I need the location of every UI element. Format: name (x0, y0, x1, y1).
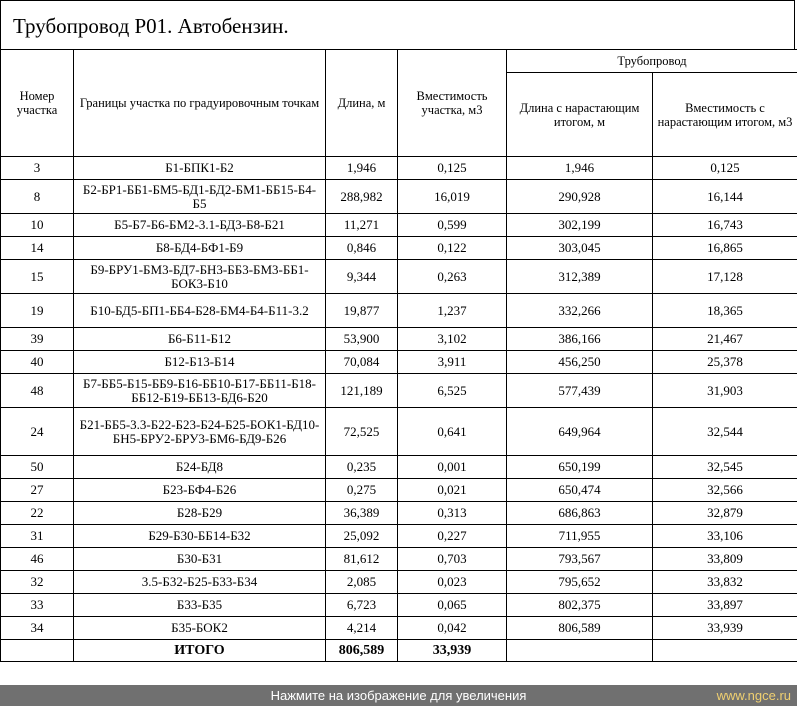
cell-bounds: Б8-БД4-БФ1-Б9 (74, 237, 326, 260)
cell-cum-length: 332,266 (507, 294, 653, 328)
cell-cum-length: 711,955 (507, 525, 653, 548)
header-bounds: Границы участка по градуировочным точкам (74, 50, 326, 157)
cell-num: 14 (1, 237, 74, 260)
cell-cum-capacity: 31,903 (653, 374, 797, 408)
cell-cum-length: 1,946 (507, 157, 653, 180)
total-length: 806,589 (326, 640, 398, 662)
table-row (1, 479, 797, 502)
cell-num: 22 (1, 502, 74, 525)
cell-bounds: Б33-Б35 (74, 594, 326, 617)
cell-cum-capacity: 32,544 (653, 408, 797, 456)
cell-bounds: Б7-ББ5-Б15-ББ9-Б16-ББ10-Б17-ББ11-Б18-ББ12-Б19-ББ13-БД6-Б20 (74, 374, 326, 408)
cell-capacity: 0,023 (398, 571, 507, 594)
site-link[interactable]: www.ngce.ru (716, 688, 791, 703)
cell-length: 1,946 (326, 157, 398, 180)
cell-length: 2,085 (326, 571, 398, 594)
table-row (1, 328, 797, 351)
total-capacity: 33,939 (398, 640, 507, 662)
cell-capacity: 0,641 (398, 408, 507, 456)
cell-cum-length: 303,045 (507, 237, 653, 260)
table-row (1, 294, 797, 328)
cell-bounds: Б35-БОК2 (74, 617, 326, 640)
cell-bounds: Б5-Б7-Б6-БМ2-3.1-БД3-Б8-Б21 (74, 214, 326, 237)
cell-bounds: Б23-БФ4-Б26 (74, 479, 326, 502)
table-row (1, 214, 797, 237)
cell-cum-capacity: 33,897 (653, 594, 797, 617)
header-cum-capacity: Вместимость с нарастающим итогом, м3 (653, 73, 797, 157)
header-pipeline: Трубопровод (507, 50, 797, 73)
cell-cum-length: 650,474 (507, 479, 653, 502)
cell-length: 4,214 (326, 617, 398, 640)
table-row (1, 180, 797, 214)
cell-num: 48 (1, 374, 74, 408)
cell-length: 19,877 (326, 294, 398, 328)
cell-length: 25,092 (326, 525, 398, 548)
table-row (1, 157, 797, 180)
cell-length: 9,344 (326, 260, 398, 294)
cell-num: 8 (1, 180, 74, 214)
cell-cum-capacity: 33,939 (653, 617, 797, 640)
total-empty (1, 640, 74, 662)
cell-num: 24 (1, 408, 74, 456)
table-row (1, 260, 797, 294)
cell-capacity: 16,019 (398, 180, 507, 214)
cell-cum-length: 302,199 (507, 214, 653, 237)
cell-cum-capacity: 16,865 (653, 237, 797, 260)
page-title: Трубопровод Р01. Автобензин. (0, 0, 795, 50)
enlarge-hint[interactable]: Нажмите на изображение для увеличения (270, 688, 527, 703)
cell-cum-capacity: 18,365 (653, 294, 797, 328)
table-row (1, 237, 797, 260)
cell-cum-capacity: 16,144 (653, 180, 797, 214)
table-row (1, 617, 797, 640)
cell-num: 27 (1, 479, 74, 502)
table-row (1, 525, 797, 548)
cell-length: 6,723 (326, 594, 398, 617)
footer-bar[interactable] (0, 685, 797, 706)
cell-bounds: Б1-БПК1-Б2 (74, 157, 326, 180)
header-length: Длина, м (326, 50, 398, 157)
cell-num: 33 (1, 594, 74, 617)
header-number: Номер участка (1, 50, 74, 157)
total-empty (507, 640, 653, 662)
total-label: ИТОГО (74, 640, 326, 662)
cell-capacity: 3,911 (398, 351, 507, 374)
table-row (1, 408, 797, 456)
cell-num: 32 (1, 571, 74, 594)
cell-cum-capacity: 25,378 (653, 351, 797, 374)
cell-capacity: 0,125 (398, 157, 507, 180)
cell-capacity: 0,122 (398, 237, 507, 260)
cell-bounds: Б9-БРУ1-БМ3-БД7-БН3-ББ3-БМ3-ББ1-БОК3-Б10 (74, 260, 326, 294)
cell-bounds: Б6-Б11-Б12 (74, 328, 326, 351)
cell-num: 39 (1, 328, 74, 351)
cell-num: 31 (1, 525, 74, 548)
cell-capacity: 0,001 (398, 456, 507, 479)
cell-capacity: 3,102 (398, 328, 507, 351)
cell-num: 15 (1, 260, 74, 294)
cell-capacity: 0,227 (398, 525, 507, 548)
cell-num: 40 (1, 351, 74, 374)
cell-num: 10 (1, 214, 74, 237)
cell-length: 72,525 (326, 408, 398, 456)
cell-cum-length: 806,589 (507, 617, 653, 640)
cell-num: 46 (1, 548, 74, 571)
cell-cum-length: 312,389 (507, 260, 653, 294)
cell-length: 36,389 (326, 502, 398, 525)
header-cum-length: Длина с нарастающим итогом, м (507, 73, 653, 157)
cell-length: 81,612 (326, 548, 398, 571)
cell-bounds: Б30-Б31 (74, 548, 326, 571)
cell-bounds: Б29-Б30-ББ14-Б32 (74, 525, 326, 548)
cell-bounds: 3.5-Б32-Б25-Б33-Б34 (74, 571, 326, 594)
cell-capacity: 0,021 (398, 479, 507, 502)
cell-num: 3 (1, 157, 74, 180)
table-row (1, 502, 797, 525)
cell-cum-length: 650,199 (507, 456, 653, 479)
cell-capacity: 0,042 (398, 617, 507, 640)
header-capacity: Вместимость участка, м3 (398, 50, 507, 157)
cell-length: 0,846 (326, 237, 398, 260)
total-row (1, 640, 797, 662)
cell-length: 0,275 (326, 479, 398, 502)
table-row (1, 456, 797, 479)
total-empty (653, 640, 797, 662)
cell-cum-capacity: 32,545 (653, 456, 797, 479)
cell-cum-capacity: 0,125 (653, 157, 797, 180)
table-row (1, 548, 797, 571)
cell-bounds: Б12-Б13-Б14 (74, 351, 326, 374)
cell-length: 288,982 (326, 180, 398, 214)
cell-bounds: Б10-БД5-БП1-ББ4-Б28-БМ4-Б4-Б11-3.2 (74, 294, 326, 328)
cell-cum-length: 456,250 (507, 351, 653, 374)
cell-cum-length: 386,166 (507, 328, 653, 351)
cell-cum-capacity: 33,106 (653, 525, 797, 548)
cell-length: 0,235 (326, 456, 398, 479)
cell-capacity: 0,263 (398, 260, 507, 294)
cell-cum-capacity: 32,566 (653, 479, 797, 502)
cell-cum-capacity: 33,832 (653, 571, 797, 594)
cell-capacity: 6,525 (398, 374, 507, 408)
cell-num: 34 (1, 617, 74, 640)
cell-bounds: Б2-БР1-ББ1-БМ5-БД1-БД2-БМ1-ББ15-Б4-Б5 (74, 180, 326, 214)
cell-length: 11,271 (326, 214, 398, 237)
table-row (1, 351, 797, 374)
cell-length: 53,900 (326, 328, 398, 351)
cell-bounds: Б24-БД8 (74, 456, 326, 479)
cell-bounds: Б21-ББ5-3.3-Б22-Б23-Б24-Б25-БОК1-БД10-БН5-БРУ2-БРУ3-БМ6-БД9-Б26 (74, 408, 326, 456)
cell-cum-length: 686,863 (507, 502, 653, 525)
cell-cum-length: 802,375 (507, 594, 653, 617)
cell-capacity: 0,065 (398, 594, 507, 617)
cell-capacity: 0,599 (398, 214, 507, 237)
cell-cum-capacity: 21,467 (653, 328, 797, 351)
cell-cum-length: 649,964 (507, 408, 653, 456)
cell-bounds: Б28-Б29 (74, 502, 326, 525)
pipeline-table (0, 49, 797, 662)
cell-num: 50 (1, 456, 74, 479)
cell-cum-length: 577,439 (507, 374, 653, 408)
cell-cum-length: 793,567 (507, 548, 653, 571)
cell-cum-capacity: 16,743 (653, 214, 797, 237)
cell-capacity: 1,237 (398, 294, 507, 328)
cell-cum-capacity: 32,879 (653, 502, 797, 525)
cell-capacity: 0,703 (398, 548, 507, 571)
cell-num: 19 (1, 294, 74, 328)
cell-cum-length: 795,652 (507, 571, 653, 594)
cell-capacity: 0,313 (398, 502, 507, 525)
table-row (1, 594, 797, 617)
cell-cum-capacity: 33,809 (653, 548, 797, 571)
table-row (1, 571, 797, 594)
cell-cum-capacity: 17,128 (653, 260, 797, 294)
cell-cum-length: 290,928 (507, 180, 653, 214)
cell-length: 121,189 (326, 374, 398, 408)
table-row (1, 374, 797, 408)
cell-length: 70,084 (326, 351, 398, 374)
